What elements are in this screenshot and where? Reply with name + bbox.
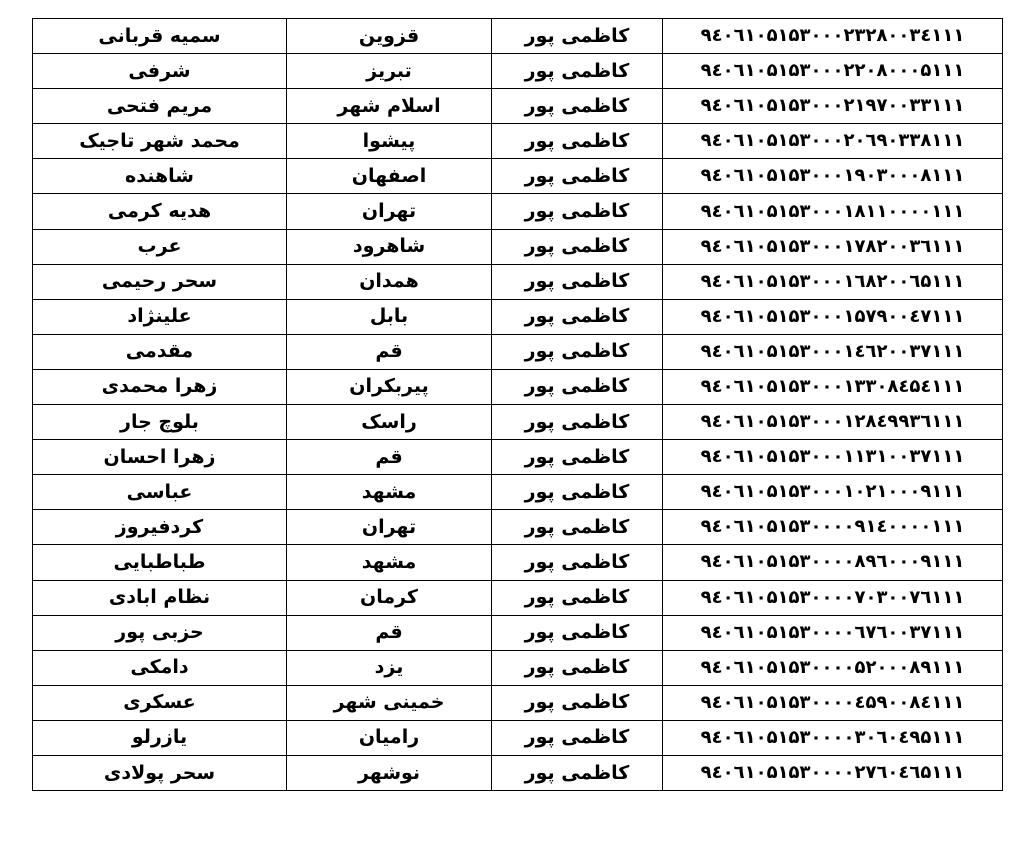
person-name-cell: محمد شهر تاجیک [33, 124, 287, 159]
owner-cell: کاظمی پور [492, 475, 663, 510]
person-name-cell: مریم فتحی [33, 89, 287, 124]
table-row [33, 334, 1003, 369]
person-name-cell: عسکری [33, 685, 287, 720]
reference-code-cell: ۹٤۰٦۱۰۵۱۵۳۰۰۰۰۵۲۰۰۰۸۹۱۱۱ [663, 650, 1003, 685]
owner-cell: کاظمی پور [492, 89, 663, 124]
person-name-cell: سمیه قربانی [33, 19, 287, 54]
person-name-cell: مقدمی [33, 334, 287, 369]
person-name-cell: حزبی پور [33, 615, 287, 650]
owner-cell: کاظمی پور [492, 615, 663, 650]
owner-cell: کاظمی پور [492, 264, 663, 299]
table-row [33, 545, 1003, 580]
table-row [33, 685, 1003, 720]
person-name-cell: شرفی [33, 54, 287, 89]
reference-code-cell: ۹٤۰٦۱۰۵۱۵۳۰۰۰۲۱۹۷۰۰۳۳۱۱۱ [663, 89, 1003, 124]
owner-cell: کاظمی پور [492, 720, 663, 755]
reference-code-cell: ۹٤۰٦۱۰۵۱۵۳۰۰۰۲۰٦۹۰۳۳۸۱۱۱ [663, 124, 1003, 159]
city-cell: تهران [287, 194, 492, 229]
owner-cell: کاظمی پور [492, 545, 663, 580]
table-row [33, 615, 1003, 650]
reference-code-cell: ۹٤۰٦۱۰۵۱۵۳۰۰۰۱٦۸۲۰۰٦۵۱۱۱ [663, 264, 1003, 299]
city-cell: شاهرود [287, 229, 492, 264]
reference-code-cell: ۹٤۰٦۱۰۵۱۵۳۰۰۰۲۲۰۸۰۰۰۵۱۱۱ [663, 54, 1003, 89]
person-name-cell: سحر پولادی [33, 755, 287, 790]
reference-code-cell: ۹٤۰٦۱۰۵۱۵۳۰۰۰۲۳۲۸۰۰۳٤۱۱۱ [663, 19, 1003, 54]
owner-cell: کاظمی پور [492, 440, 663, 475]
city-cell: اسلام شهر [287, 89, 492, 124]
city-cell: یزد [287, 650, 492, 685]
reference-code-cell: ۹٤۰٦۱۰۵۱۵۳۰۰۰۱٤٦۲۰۰۳۷۱۱۱ [663, 334, 1003, 369]
person-name-cell: یازرلو [33, 720, 287, 755]
table-row [33, 440, 1003, 475]
reference-code-cell: ۹٤۰٦۱۰۵۱۵۳۰۰۰۰۹۱٤۰۰۰۰۱۱۱ [663, 510, 1003, 545]
owner-cell: کاظمی پور [492, 159, 663, 194]
table-row [33, 580, 1003, 615]
table-row [33, 264, 1003, 299]
reference-code-cell: ۹٤۰٦۱۰۵۱۵۳۰۰۰۰٦۷٦۰۰۳۷۱۱۱ [663, 615, 1003, 650]
owner-cell: کاظمی پور [492, 580, 663, 615]
city-cell: قم [287, 440, 492, 475]
records-table [32, 18, 1003, 791]
person-name-cell: کردفیروز [33, 510, 287, 545]
person-name-cell: سحر رحیمی [33, 264, 287, 299]
owner-cell: کاظمی پور [492, 685, 663, 720]
table-row [33, 89, 1003, 124]
table-row [33, 475, 1003, 510]
records-table-body [33, 19, 1003, 791]
city-cell: پیشوا [287, 124, 492, 159]
table-row [33, 159, 1003, 194]
table-row [33, 405, 1003, 440]
owner-cell: کاظمی پور [492, 369, 663, 404]
city-cell: قم [287, 334, 492, 369]
city-cell: بابل [287, 299, 492, 334]
city-cell: نوشهر [287, 755, 492, 790]
person-name-cell: دامکی [33, 650, 287, 685]
reference-code-cell: ۹٤۰٦۱۰۵۱۵۳۰۰۰۱۵۷۹۰۰٤۷۱۱۱ [663, 299, 1003, 334]
reference-code-cell: ۹٤۰٦۱۰۵۱۵۳۰۰۰۱۸۱۱۰۰۰۰۱۱۱ [663, 194, 1003, 229]
owner-cell: کاظمی پور [492, 54, 663, 89]
owner-cell: کاظمی پور [492, 334, 663, 369]
owner-cell: کاظمی پور [492, 229, 663, 264]
reference-code-cell: ۹٤۰٦۱۰۵۱۵۳۰۰۰۱۲۸٤۹۹۳٦۱۱۱ [663, 405, 1003, 440]
table-row [33, 194, 1003, 229]
city-cell: رامیان [287, 720, 492, 755]
table-row [33, 124, 1003, 159]
city-cell: خمینی شهر [287, 685, 492, 720]
reference-code-cell: ۹٤۰٦۱۰۵۱۵۳۰۰۰۰۲۷٦۰٤٦۵۱۱۱ [663, 755, 1003, 790]
reference-code-cell: ۹٤۰٦۱۰۵۱۵۳۰۰۰۱۰۲۱۰۰۰۹۱۱۱ [663, 475, 1003, 510]
person-name-cell: زهرا احسان [33, 440, 287, 475]
person-name-cell: زهرا محمدی [33, 369, 287, 404]
person-name-cell: طباطبایی [33, 545, 287, 580]
reference-code-cell: ۹٤۰٦۱۰۵۱۵۳۰۰۰۰٤۵۹۰۰۸٤۱۱۱ [663, 685, 1003, 720]
city-cell: اصفهان [287, 159, 492, 194]
person-name-cell: عرب [33, 229, 287, 264]
city-cell: تهران [287, 510, 492, 545]
owner-cell: کاظمی پور [492, 299, 663, 334]
table-row [33, 19, 1003, 54]
owner-cell: کاظمی پور [492, 194, 663, 229]
table-row [33, 650, 1003, 685]
person-name-cell: بلوچ جار [33, 405, 287, 440]
table-row [33, 299, 1003, 334]
owner-cell: کاظمی پور [492, 650, 663, 685]
table-row [33, 755, 1003, 790]
person-name-cell: شاهنده [33, 159, 287, 194]
city-cell: قم [287, 615, 492, 650]
city-cell: کرمان [287, 580, 492, 615]
document-sheet [32, 18, 1000, 823]
reference-code-cell: ۹٤۰٦۱۰۵۱۵۳۰۰۰۱۹۰۳۰۰۰۸۱۱۱ [663, 159, 1003, 194]
city-cell: مشهد [287, 545, 492, 580]
reference-code-cell: ۹٤۰٦۱۰۵۱۵۳۰۰۰۰۷۰۳۰۰۷٦۱۱۱ [663, 580, 1003, 615]
city-cell: تبریز [287, 54, 492, 89]
table-row [33, 510, 1003, 545]
city-cell: قزوین [287, 19, 492, 54]
owner-cell: کاظمی پور [492, 19, 663, 54]
city-cell: مشهد [287, 475, 492, 510]
table-row [33, 54, 1003, 89]
table-row [33, 229, 1003, 264]
reference-code-cell: ۹٤۰٦۱۰۵۱۵۳۰۰۰۰۸۹٦۰۰۰۹۱۱۱ [663, 545, 1003, 580]
person-name-cell: نظام ابادی [33, 580, 287, 615]
reference-code-cell: ۹٤۰٦۱۰۵۱۵۳۰۰۰۱۱۳۱۰۰۳۷۱۱۱ [663, 440, 1003, 475]
owner-cell: کاظمی پور [492, 755, 663, 790]
owner-cell: کاظمی پور [492, 405, 663, 440]
city-cell: راسک [287, 405, 492, 440]
person-name-cell: هدیه کرمی [33, 194, 287, 229]
city-cell: پیربکران [287, 369, 492, 404]
person-name-cell: علینژاد [33, 299, 287, 334]
owner-cell: کاظمی پور [492, 124, 663, 159]
reference-code-cell: ۹٤۰٦۱۰۵۱۵۳۰۰۰۱۷۸۲۰۰۳٦۱۱۱ [663, 229, 1003, 264]
city-cell: همدان [287, 264, 492, 299]
table-row [33, 720, 1003, 755]
person-name-cell: عباسی [33, 475, 287, 510]
reference-code-cell: ۹٤۰٦۱۰۵۱۵۳۰۰۰۰۳۰٦۰٤۹۵۱۱۱ [663, 720, 1003, 755]
table-row [33, 369, 1003, 404]
reference-code-cell: ۹٤۰٦۱۰۵۱۵۳۰۰۰۱۳۳۰۸٤۵٤۱۱۱ [663, 369, 1003, 404]
owner-cell: کاظمی پور [492, 510, 663, 545]
